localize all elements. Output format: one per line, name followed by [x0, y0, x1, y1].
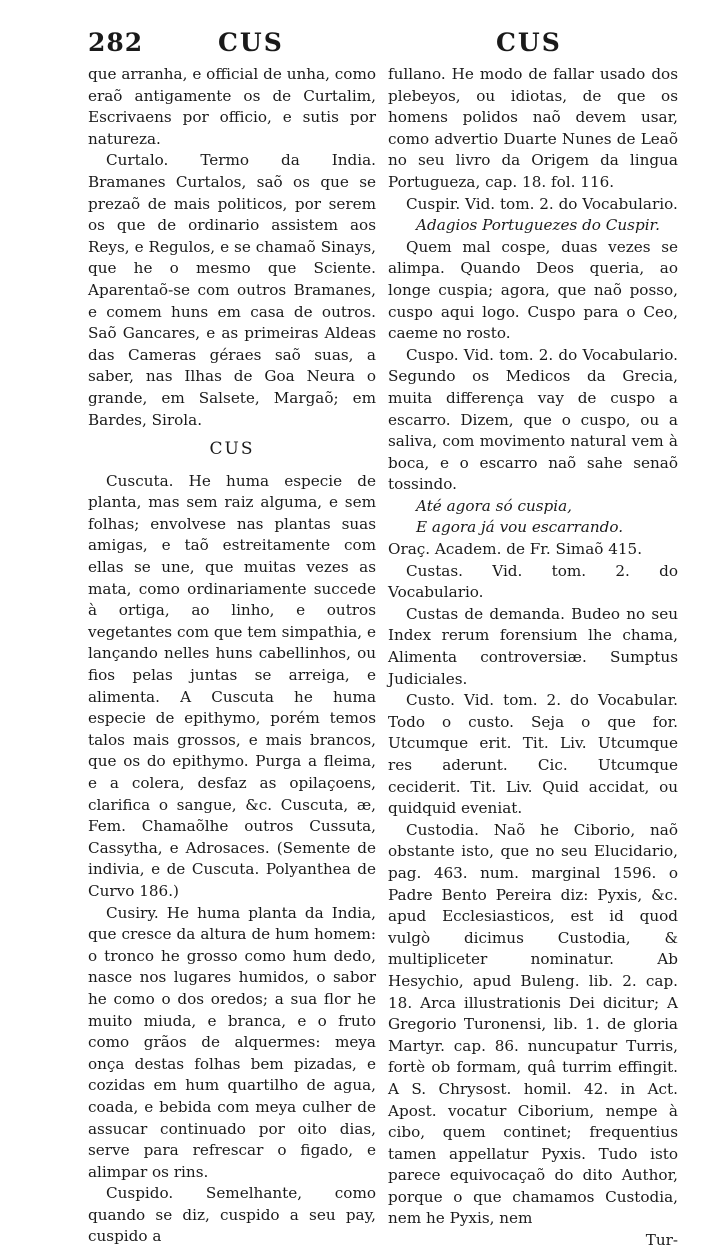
entry-cuspo: Cuspo. Vid. tom. 2. do Vocabulario. Segundo os Medicos da Grecia, muita differença vay de cuspo a escarro. Dizem, que o cuspo, ou a saliva, com movimento natural vem à boca, e o escarro naõ sahe senaõ tossindo.	[388, 345, 678, 494]
right-column	[388, 64, 678, 1252]
adagios-text: Quem mal cospe, duas vezes se alimpa. Quando Deos queria, ao longe cuspia; agora, que naõ posso, cuspo aqui logo. Cuspo para o Ceo, caeme no rosto.	[388, 237, 678, 343]
section-heading: CUS	[209, 439, 255, 460]
entry-cusiry: Cusiry. He huma planta da India, que cresce da altura de hum homem: o tronco he grosso como hum dedo, nasce nos lugares humidos, o sabor he como o dos oredos; a sua flor he muito miuda, e branca, e o fruto como grãos de alquermes: meya onça destas folhas bem pizadas, e cozidas em hum quartilho de agua, coada, e bebida com meya culher de assucar continuado por oito dias, serve para refrescar o figado, e alimpar os rins.	[88, 903, 376, 1181]
entry-custo: Custo. Vid. tom. 2. do Vocabular. Todo o custo. Seja o que for. Utcumque erit. Tit. Liv. Utcumque res aderunt. Cic. Utcumque ceciderit. Tit. Liv. Quid accidat, ou quidquid eveniat.	[388, 691, 678, 818]
page-header	[0, 28, 709, 62]
entry-cuspido: Cuspido. Semelhante, como quando se diz, cuspido a seu pay, cuspido a	[88, 1184, 376, 1246]
verse-line-2: E agora já vou escarrando.	[416, 518, 624, 537]
page-number: 282	[88, 28, 144, 57]
catchword: Tur-	[645, 1231, 678, 1250]
entry-custas: Custas. Vid. tom. 2. do Vocabulario.	[388, 561, 678, 602]
verse-line-1: Até agora só cuspia,	[416, 496, 572, 515]
verse-source: Oraç. Academ. de Fr. Simaõ 415.	[388, 540, 643, 559]
adagios-heading: Adagios Portuguezes do Cuspir.	[416, 216, 660, 235]
entry-curtalo: Curtalo. Termo da India. Bramanes Curtalos, saõ os que se prezaõ de mais politicos, por serem os que de ordinario assistem aos Reys, e Regulos, e se chamaõ Sinays, que he o mesmo que Sciente. Aparentaõ-se com outros Bramanes, e comem huns em casa de outros. Saõ Gancares, e as primeiras Aldeas das Cameras géraes saõ suas, a saber, nas Ilhas de Goa Neura o grande, em Salsete, Margaõ; em Bardes, Sirola.	[88, 151, 376, 429]
entry-cuspir: Cuspir. Vid. tom. 2. do Vocabulario.	[406, 194, 678, 213]
continued-entry: que arranha, e official de unha, como eraõ antigamente os de Curtalim, Escrivaens por officio, e sutis por natureza.	[88, 65, 376, 148]
entry-custas-demanda: Custas de demanda. Budeo no seu Index rerum forensium lhe chama, Alimenta controversiæ. Sumptus Judiciales.	[388, 604, 678, 688]
continued-entry-right: fullano. He modo de fallar usado dos plebeyos, ou idiotas, de que os homens polidos naõ devem usar, como advertio Duarte Nunes de Leaõ no seu livro da Origem da lingua Portugueza, cap. 18. fol. 116.	[388, 65, 678, 191]
left-running-head: CUS	[218, 28, 284, 57]
entry-cuscuta: Cuscuta. He huma especie de planta, mas sem raiz alguma, e sem folhas; envolvese nas plantas suas amigas, e taõ estreitamente com ellas se une, que muitas vezes as mata, como ordinariamente succede à ortiga, ao linho, e outros vegetantes com que tem simpathia, e lançando nelles huns cabellinhos, ou fios pelas juntas se arreiga, e alimenta. A Cuscuta he huma especie de epithymo, porém temos talos mais grossos, e mais brancos, que os do epithymo. Purga a fleima, e a colera, desfaz as opilaçoens, clarifica o sangue, &c. Cuscuta, æ, Fem. Chamaõlhe outros Cussuta, Cassytha, e Adrosaces. (Semente de indivia, e de Cuscuta. Polyanthea de Curvo 186.)	[88, 471, 376, 900]
entry-custodia: Custodia. Naõ he Ciborio, naõ obstante isto, que no seu Elucidario, pag. 463. num. marginal 1596. o Padre Bento Pereira diz: Pyxis, &c. apud Ecclesiasticos, est id quod vulgò dicimus Custodia, & multipliceter nominatur. Ab Hesychio, apud Buleng. lib. 2. cap. 18. Arca illustrationis Dei dicitur; A Gregorio Turonensi, lib. 1. de gloria Martyr. cap. 86. nuncupatur Turris, fortè ob formam, quâ turrim effingit. A S. Chrysost. homil. 42. in Act. Apost. vocatur Ciborium, nempe à cibo, quem continet; frequentius tamen appellatur Pyxis. Tudo isto parece equivocaçaõ do dito Author, porque o que chamamos Custodia, nem he Pyxis, nem	[388, 820, 678, 1228]
right-running-head: CUS	[496, 28, 562, 57]
left-column	[88, 64, 376, 1248]
